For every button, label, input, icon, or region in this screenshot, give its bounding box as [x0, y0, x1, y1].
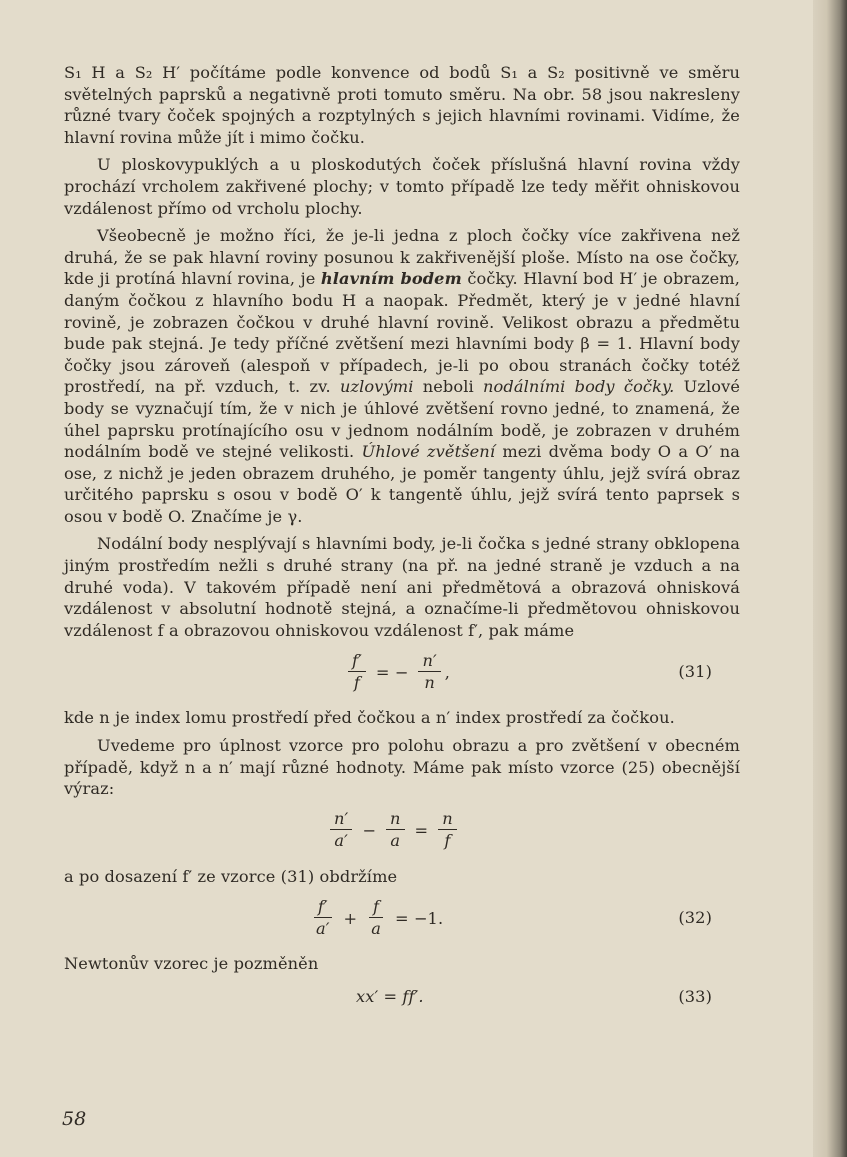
operator: = [414, 821, 429, 841]
denominator: n [424, 672, 435, 692]
numerator: n′ [418, 651, 440, 672]
denominator: a′ [316, 918, 330, 938]
text: mezi dvěma body O a O′ na ose, z nichž je jeden obrazem druhého, je poměr tangenty úhlu, jejž svírá obraz určitého paprsku s osou v bodě O′ k tangentě úhlu, jejž svírá tento paprsek s osou v bodě O. Značíme je γ. [64, 442, 740, 526]
numerator: f′ [314, 897, 332, 918]
paragraph-5: kde n je index lomu prostředí před čočkou a n′ index prostředí za čočkou. [64, 708, 675, 728]
numerator: n [438, 809, 457, 830]
fraction [438, 809, 457, 852]
paragraph-7: a po dosazení f′ ze vzorce (31) obdržíme [64, 866, 398, 886]
equation-general [64, 806, 740, 856]
equation-number: (33) [678, 987, 712, 1006]
equation-number: (31) [678, 662, 712, 682]
fraction [418, 651, 440, 694]
denominator: a [371, 918, 381, 938]
text: Uzlové body se vyznačují tím, že v nich je úhlové zvětšení rovno jedné, to znamená, že úhel paprsku protínajícího osu v jednom nodálním bodě, je zobrazen v druhém nodálním bodě ve stejné velikosti. [64, 377, 740, 462]
fraction [330, 809, 352, 852]
equation-31 [64, 647, 740, 697]
numerator: f [369, 897, 383, 918]
paragraph-6: Uvedeme pro úplnost vzorce pro polohu obrazu a pro zvětšení v obecném případě, když n a n′ mají různé hodnoty. Máme pak místo vzorce (25) obecnější výraz: [64, 736, 740, 799]
equation-33 [64, 981, 740, 1013]
emphasis-nodalnimi: nodálními body čočky. [483, 377, 675, 397]
fraction [312, 897, 334, 940]
emphasis-uhlove-zvetseni: Úhlové zvětšení [361, 442, 496, 462]
denominator: a′ [334, 831, 348, 851]
page-number: 58 [62, 1108, 87, 1130]
paragraph-4: Nodální body nesplývají s hlavními body, je-li čočka s jedné strany obklopena jiným prostředím nežli s druhé strany (na př. na jedné straně je vzduch a na druhé voda). V takovém případě není ani předmětová a obrazová ohnisková vzdálenost v absolutní hodnotě stejná, a označíme-li předmětovou ohniskovou vzdálenost f a obrazovou ohniskovou vzdálenost f′, pak máme [64, 534, 740, 640]
fraction [367, 897, 385, 940]
numerator: f′ [348, 651, 366, 672]
equation-32 [64, 893, 740, 943]
text: Všeobecně je možno říci, že je-li jedna z ploch čočky více zakřivena než druhá, že se pak hlavní roviny posunou k zakřivenější ploše. Místo na ose čočky, kde ji protíná hlavní rovina, je [64, 226, 740, 289]
paragraph-1: S₁ H a S₂ H′ počítáme podle konvence od bodů S₁ a S₂ positivně ve směru světelných paprsků a negativně proti tomuto směru. Na obr. 58 jsou nakresleny různé tvary čoček spojných a rozptylných s jejich hlavními rovinami. Vidíme, že hlavní rovina může jít i mimo čočku. [64, 63, 740, 147]
operator: − [362, 821, 376, 841]
denominator: f [444, 831, 451, 851]
fraction [348, 651, 366, 694]
numerator: n [386, 809, 405, 830]
punctuation: , [444, 662, 451, 682]
denominator: f [353, 672, 360, 692]
denominator: a [390, 831, 401, 851]
formula: xx′ = ff′. [356, 987, 424, 1007]
operator: = −1. [394, 908, 444, 928]
book-spine-shadow [813, 0, 847, 1157]
paragraph-2: U ploskovypuklých a u ploskodutých čoček příslušná hlavní rovina vždy prochází vrcholem zakřivené plochy; v tomto případě lze tedy měřit ohniskovou vzdálenost přímo od vrcholu plochy. [64, 155, 740, 218]
text: čočky. Hlavní bod H′ je obrazem, daným čočkou z hlavního bodu H a naopak. Předmět, který je v jedné hlavní rovině, je zobrazen čočkou v druhé hlavní rovině. Velikost obrazu a předmětu bude pak stejná. Je tedy příčné zvětšení mezi hlavními body β = 1. Hlavní body čočky jsou zároveň (alespoň v případech, je-li po obou stranách čočky totéž prostředí, na př. vzduch, t. zv. [64, 269, 741, 397]
emphasis-uzlovymi: uzlovými [339, 377, 414, 397]
operator: + [343, 908, 358, 928]
page-content [64, 62, 740, 1023]
fraction [386, 809, 405, 852]
emphasis-hlavnim-bodem: hlavním bodem [320, 269, 462, 289]
paragraph-3 [64, 225, 740, 527]
numerator: n′ [330, 809, 352, 830]
equation-number: (32) [678, 908, 712, 928]
operator: = − [375, 662, 409, 682]
paragraph-8: Newtonův vzorec je pozměněn [64, 954, 319, 974]
text: neboli [413, 377, 484, 397]
